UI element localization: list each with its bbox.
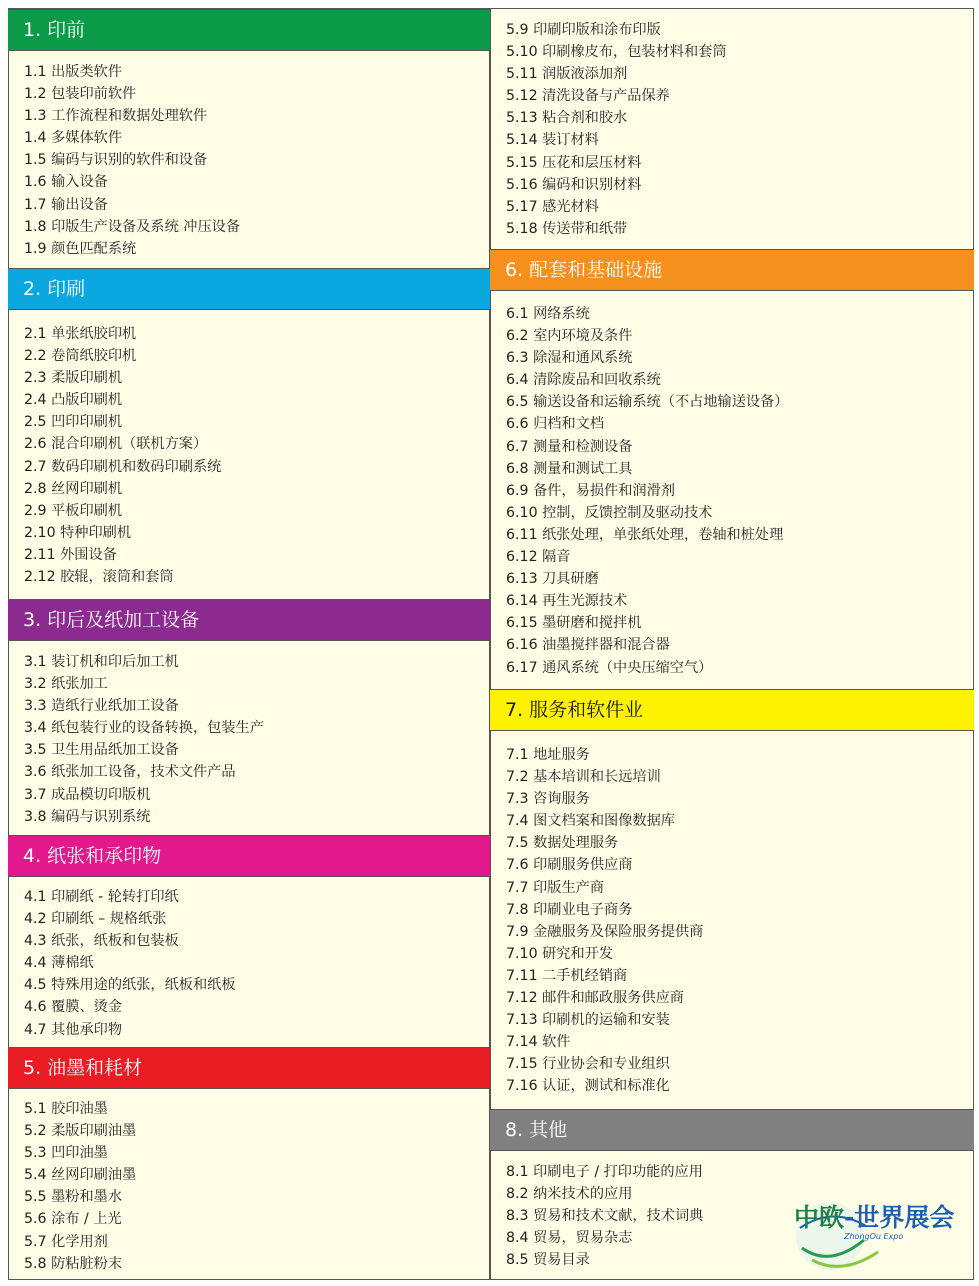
- list-item: 4.1 印刷纸 - 轮转打印纸: [24, 889, 179, 905]
- list-item: 2.10 特种印刷机: [24, 524, 132, 541]
- list-item: 1.6 输入设备: [24, 174, 108, 191]
- section-list-printing: [24, 323, 485, 588]
- list-item: 7.13 印刷机的运输和安装: [506, 1012, 670, 1029]
- list-item: 3.3 造纸行业纸加工设备: [24, 698, 179, 715]
- list-item: 5.14 装订材料: [506, 132, 599, 149]
- list-item: 1.5 编码与识别的软件和设备: [24, 152, 208, 169]
- list-item: 3.1 装订机和印后加工机: [24, 654, 179, 670]
- right-column: [490, 8, 974, 1280]
- list-item: 1.3 工作流程和数据处理软件: [24, 108, 208, 125]
- list-item: 3.6 纸张加工设备，技术文件产品: [24, 764, 236, 781]
- list-item: 6.4 清除废品和回收系统: [506, 372, 661, 389]
- section-list-services: [506, 744, 969, 1098]
- list-item: 7.14 软件: [506, 1034, 571, 1051]
- list-item: 7.15 行业协会和专业组织: [506, 1056, 670, 1073]
- list-item: 7.16 认证，测试和标准化: [506, 1078, 670, 1095]
- list-item: 5.18 传送带和纸带: [506, 220, 628, 237]
- list-item: 2.4 凸版印刷机: [24, 392, 123, 409]
- list-item: 4.4 薄棉纸: [24, 955, 94, 972]
- list-item: 7.7 印版生产商: [506, 879, 605, 896]
- list-item: 8.1 印刷电子 / 打印功能的应用: [506, 1164, 703, 1180]
- list-item: 6.17 通风系统（中央压缩空气）: [506, 659, 713, 676]
- list-item: 4.2 印刷纸 – 规格纸张: [24, 911, 167, 928]
- list-item: 7.4 图文档案和图像数据库: [506, 813, 675, 830]
- list-item: 5.15 压花和层压材料: [506, 154, 642, 171]
- logo-subtitle: ZhongOu Expo: [844, 1232, 904, 1241]
- list-item: 6.13 刀具研磨: [506, 571, 599, 588]
- section-list-infrastructure: [506, 303, 969, 679]
- list-item: 6.9 备件，易损件和润滑剂: [506, 482, 675, 499]
- list-item: 6.7 测量和检测设备: [506, 438, 633, 455]
- list-item: 5.10 印刷橡皮布，包装材料和套筒: [506, 44, 727, 61]
- left-column: [8, 8, 490, 1280]
- section-header-postpress: 3. 印后及纸加工设备: [8, 599, 490, 641]
- list-item: 3.7 成品模切印版机: [24, 786, 151, 803]
- list-item: 7.12 邮件和邮政服务供应商: [506, 990, 684, 1007]
- section-header-prepress: 1. 印前: [8, 9, 490, 51]
- list-item: 6.12 隔音: [506, 549, 571, 566]
- list-item: 2.12 胶辊，滚筒和套筒: [24, 569, 174, 586]
- list-item: 6.5 输送设备和运输系统（不占地输送设备）: [506, 394, 789, 411]
- list-item: 6.2 室内环境及条件: [506, 328, 633, 345]
- list-item: 6.10 控制，反馈控制及驱动技术: [506, 504, 713, 521]
- list-item: 6.3 除湿和通风系统: [506, 350, 633, 367]
- list-item: 3.5 卫生用品纸加工设备: [24, 742, 179, 759]
- list-item: 4.3 纸张，纸板和包装板: [24, 933, 179, 950]
- list-item: 7.9 金融服务及保险服务提供商: [506, 923, 704, 940]
- list-item: 5.16 编码和识别材料: [506, 176, 642, 193]
- list-item: 2.2 卷筒纸胶印机: [24, 348, 137, 365]
- list-item: 3.4 纸包装行业的设备转换，包装生产: [24, 720, 264, 737]
- logo-wordmark: 中欧-世界展会: [794, 1203, 955, 1232]
- zhongou-expo-logo: [782, 1188, 972, 1278]
- section-list-prepress: [24, 61, 485, 260]
- list-item: 6.1 网络系统: [506, 306, 590, 322]
- list-item: 5.3 凹印油墨: [24, 1145, 108, 1162]
- list-item: 5.7 化学用剂: [24, 1233, 108, 1250]
- list-item: 7.8 印刷业电子商务: [506, 901, 633, 918]
- list-item: 2.5 凹印印刷机: [24, 414, 123, 431]
- section-list-postpress: [24, 651, 485, 828]
- list-item: 6.11 纸张处理，单张纸处理，卷轴和桩处理: [506, 526, 784, 543]
- list-item: 2.9 平板印刷机: [24, 502, 123, 519]
- list-item: 8.3 贸易和技术文献，技术词典: [506, 1208, 704, 1225]
- list-item: 7.6 印刷服务供应商: [506, 857, 633, 874]
- list-item: 4.6 覆膜、烫金: [24, 999, 123, 1016]
- list-item: 4.7 其他承印物: [24, 1021, 123, 1038]
- list-item: 1.7 输出设备: [24, 196, 108, 213]
- list-item: 7.1 地址服务: [506, 747, 590, 763]
- list-item: 5.6 涂布 / 上光: [24, 1211, 122, 1228]
- list-item: 6.6 归档和文档: [506, 416, 605, 433]
- section-header-infrastructure: 6. 配套和基础设施: [490, 249, 974, 291]
- list-item: 5.9 印刷印版和涂布印版: [506, 22, 661, 38]
- list-item: 5.11 润版液添加剂: [506, 66, 628, 83]
- list-item: 6.16 油墨搅拌器和混合器: [506, 637, 670, 654]
- section-header-others: 8. 其他: [490, 1109, 974, 1151]
- section-list-paper: [24, 886, 485, 1041]
- list-item: 2.1 单张纸胶印机: [24, 326, 137, 342]
- list-item: 7.10 研究和开发: [506, 945, 614, 962]
- list-item: 1.2 包装印前软件: [24, 86, 137, 103]
- list-item: 1.4 多媒体软件: [24, 130, 123, 147]
- list-item: 2.11 外围设备: [24, 546, 117, 563]
- list-item: 6.8 测量和测试工具: [506, 460, 633, 477]
- list-item: 5.4 丝网印刷油墨: [24, 1167, 137, 1184]
- list-item: 5.1 胶印油墨: [24, 1101, 108, 1117]
- list-item: 5.5 墨粉和墨水: [24, 1189, 123, 1206]
- section-header-inks: 5. 油墨和耗材: [8, 1047, 490, 1089]
- list-item: 7.3 咨询服务: [506, 791, 590, 808]
- section-header-services: 7. 服务和软件业: [490, 689, 974, 731]
- list-item: 5.13 粘合剂和胶水: [506, 110, 628, 127]
- section-header-paper: 4. 纸张和承印物: [8, 835, 490, 877]
- list-item: 7.5 数据处理服务: [506, 835, 619, 852]
- list-item: 5.12 清洗设备与产品保养: [506, 88, 670, 105]
- list-item: 5.17 感光材料: [506, 198, 599, 215]
- list-item: 8.5 贸易目录: [506, 1252, 590, 1269]
- list-item: 1.1 出版类软件: [24, 64, 123, 80]
- list-item: 3.8 编码与识别系统: [24, 808, 151, 825]
- list-item: 4.5 特殊用途的纸张，纸板和纸板: [24, 977, 236, 994]
- list-item: 2.3 柔版印刷机: [24, 370, 123, 387]
- section-list-inks: [24, 1098, 485, 1275]
- section-header-printing: 2. 印刷: [8, 268, 490, 310]
- section-list-inks-continued: [506, 19, 969, 240]
- list-item: 6.15 墨研磨和搅拌机: [506, 615, 642, 632]
- list-item: 2.6 混合印刷机（联机方案）: [24, 436, 208, 453]
- list-item: 8.2 纳米技术的应用: [506, 1186, 633, 1203]
- list-item: 6.14 再生光源技术: [506, 593, 628, 610]
- list-item: 1.9 颜色匹配系统: [24, 240, 137, 257]
- list-item: 1.8 印版生产设备及系统 冲压设备: [24, 218, 241, 235]
- list-item: 3.2 纸张加工: [24, 676, 108, 693]
- list-item: 7.11 二手机经销商: [506, 967, 628, 984]
- list-item: 2.8 丝网印刷机: [24, 480, 123, 497]
- list-item: 8.4 贸易，贸易杂志: [506, 1230, 633, 1247]
- list-item: 5.2 柔版印刷油墨: [24, 1123, 137, 1140]
- list-item: 7.2 基本培训和长远培训: [506, 769, 661, 786]
- list-item: 2.7 数码印刷机和数码印刷系统: [24, 458, 222, 475]
- list-item: 5.8 防粘脏粉末: [24, 1255, 123, 1272]
